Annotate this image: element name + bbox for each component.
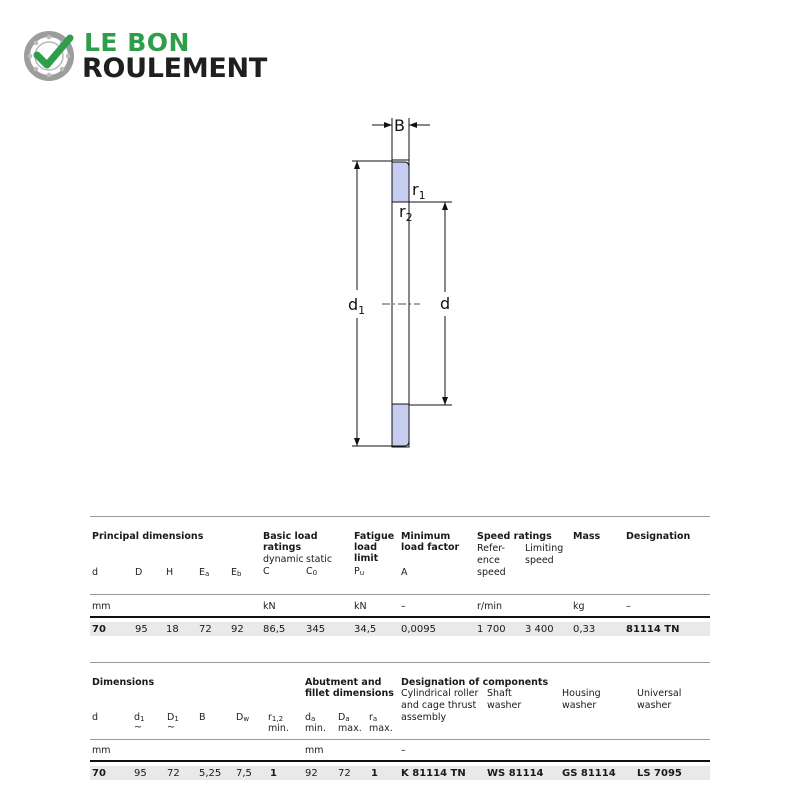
- hdr-load-factor: load factor: [401, 542, 460, 553]
- hdr-mass: Mass: [573, 531, 601, 542]
- table2-row-Dw: 7,5: [236, 768, 252, 779]
- hdr-cyl-2: and cage thrust: [401, 700, 477, 711]
- table2-row-r12: 1: [270, 768, 277, 779]
- hdr-shaft-1: Shaft: [487, 688, 512, 699]
- sym-A: A: [401, 567, 408, 578]
- sym2-D1: $D_1$: [167, 712, 179, 723]
- table-row-Eb: 92: [231, 624, 244, 635]
- hdr-designation: Designation: [626, 531, 691, 542]
- unit-dash-designation: –: [626, 601, 631, 612]
- table2-row-ra: 1: [371, 768, 378, 779]
- unit2-mm-abutment: mm: [305, 745, 324, 756]
- unit-rmin: r/min: [477, 601, 503, 612]
- unit-mm: mm: [92, 601, 111, 612]
- dim-r1-label: $r_1$: [412, 180, 426, 202]
- logo-text-bottom: ROULEMENT: [82, 53, 267, 84]
- dim-b-label: B: [394, 116, 405, 135]
- table2-row-D1: 72: [167, 768, 180, 779]
- hdr-refer: Refer-: [477, 543, 505, 554]
- hdr-principal-dimensions: Principal dimensions: [92, 531, 204, 542]
- hdr-cyl-3: assembly: [401, 712, 447, 723]
- dim-r2-label: $r_2$: [399, 202, 413, 224]
- unit-kn: kN: [263, 601, 276, 612]
- sym2-Dw: $D_w$: [236, 712, 250, 723]
- unit2-dash: –: [401, 745, 406, 756]
- hdr-basic-load: Basic load: [263, 531, 318, 542]
- hdr-limit: limit: [354, 553, 379, 564]
- sym-Pu: $P_u$: [354, 566, 365, 577]
- table2-row-B: 5,25: [199, 768, 222, 779]
- hdr-ratings: ratings: [263, 542, 302, 553]
- hdr-ref-speed: speed: [477, 567, 506, 578]
- table-row-shade: [90, 622, 710, 636]
- table-row-designation[interactable]: 81114 TN: [626, 624, 680, 635]
- dim-d-label: d: [440, 294, 451, 313]
- sym2-D1-approx: ~: [167, 722, 175, 733]
- table2-row-universal-washer[interactable]: LS 7095: [637, 768, 682, 779]
- hdr-abutment: Abutment and: [305, 677, 382, 688]
- sym-d: d: [92, 567, 99, 578]
- hdr-universal-2: washer: [637, 700, 672, 711]
- hdr-shaft-2: washer: [487, 700, 522, 711]
- hdr-housing-1: Housing: [562, 688, 601, 699]
- sym-H: H: [166, 567, 174, 578]
- dimensions-components-table: [90, 662, 710, 786]
- table2-row-housing-washer[interactable]: GS 81114: [562, 768, 616, 779]
- table-row-d: 70: [92, 624, 106, 635]
- sym-Ea: $E_a$: [199, 567, 210, 578]
- sym2-B: B: [199, 712, 206, 723]
- principal-dimensions-table: [90, 516, 710, 646]
- sym2-d1: $d_1$: [134, 712, 145, 723]
- table2-row-d1: 95: [134, 768, 147, 779]
- sym2-Da-max: max.: [338, 723, 362, 734]
- unit2-mm: mm: [92, 745, 111, 756]
- table2-row-cyl-assembly[interactable]: K 81114 TN: [401, 768, 466, 779]
- hdr-minimum: Minimum: [401, 531, 451, 542]
- table-row-H: 18: [166, 624, 179, 635]
- sym2-d1-approx: ~: [134, 722, 142, 733]
- table-row-Pu: 34,5: [354, 624, 377, 635]
- table2-row-shaft-washer[interactable]: WS 81114: [487, 768, 544, 779]
- sym2-ra-max: max.: [369, 723, 393, 734]
- unit-dash: –: [401, 601, 406, 612]
- sym-D: D: [135, 567, 143, 578]
- hdr-cyl-1: Cylindrical roller: [401, 688, 479, 699]
- table-row-mass: 0,33: [573, 624, 596, 635]
- table2-row-shade: [90, 766, 710, 780]
- sym2-d: d: [92, 712, 99, 723]
- table2-row-da: 92: [305, 768, 318, 779]
- hdr-dimensions: Dimensions: [92, 677, 155, 688]
- hdr-limiting-speed: speed: [525, 555, 554, 566]
- table2-row-d: 70: [92, 768, 106, 779]
- sym-Eb: $E_b$: [231, 567, 242, 578]
- sym-C: C: [263, 566, 270, 577]
- unit-kn-fatigue: kN: [354, 601, 367, 612]
- hdr-load: load: [354, 542, 377, 553]
- table-row-D: 95: [135, 624, 148, 635]
- sym2-da: $d_a$: [305, 712, 316, 723]
- hdr-ence: ence: [477, 555, 500, 566]
- table-row-C: 86,5: [263, 624, 286, 635]
- table-row-Ea: 72: [199, 624, 212, 635]
- sym-C0: $C_0$: [306, 566, 318, 577]
- logo-text-top: LE BON: [84, 28, 190, 57]
- unit-kg: kg: [573, 601, 585, 612]
- hdr-fatigue: Fatigue: [354, 531, 395, 542]
- table2-row-Da: 72: [338, 768, 351, 779]
- hdr-designation-components: Designation of components: [401, 677, 549, 688]
- hdr-fillet: fillet dimensions: [305, 688, 394, 699]
- sym2-da-min: min.: [305, 723, 326, 734]
- table-row-ref-speed: 1 700: [477, 624, 506, 635]
- hdr-speed-ratings: Speed ratings: [477, 531, 552, 542]
- sym2-r12: $r_{1,2}$: [268, 712, 284, 723]
- table-row-C0: 345: [306, 624, 326, 635]
- hdr-housing-2: washer: [562, 700, 597, 711]
- table-row-A: 0,0095: [401, 624, 436, 635]
- dim-d1-label: $d_1$: [348, 295, 366, 317]
- sym2-Da: $D_a$: [338, 712, 350, 723]
- hdr-universal-1: Universal: [637, 688, 682, 699]
- table-row-lim-speed: 3 400: [525, 624, 554, 635]
- sym2-r12-min: min.: [268, 723, 289, 734]
- hdr-limiting: Limiting: [525, 543, 564, 554]
- sym2-ra: $r_a$: [369, 712, 378, 723]
- hdr-static: static: [306, 554, 333, 565]
- hdr-dynamic: dynamic: [263, 554, 304, 565]
